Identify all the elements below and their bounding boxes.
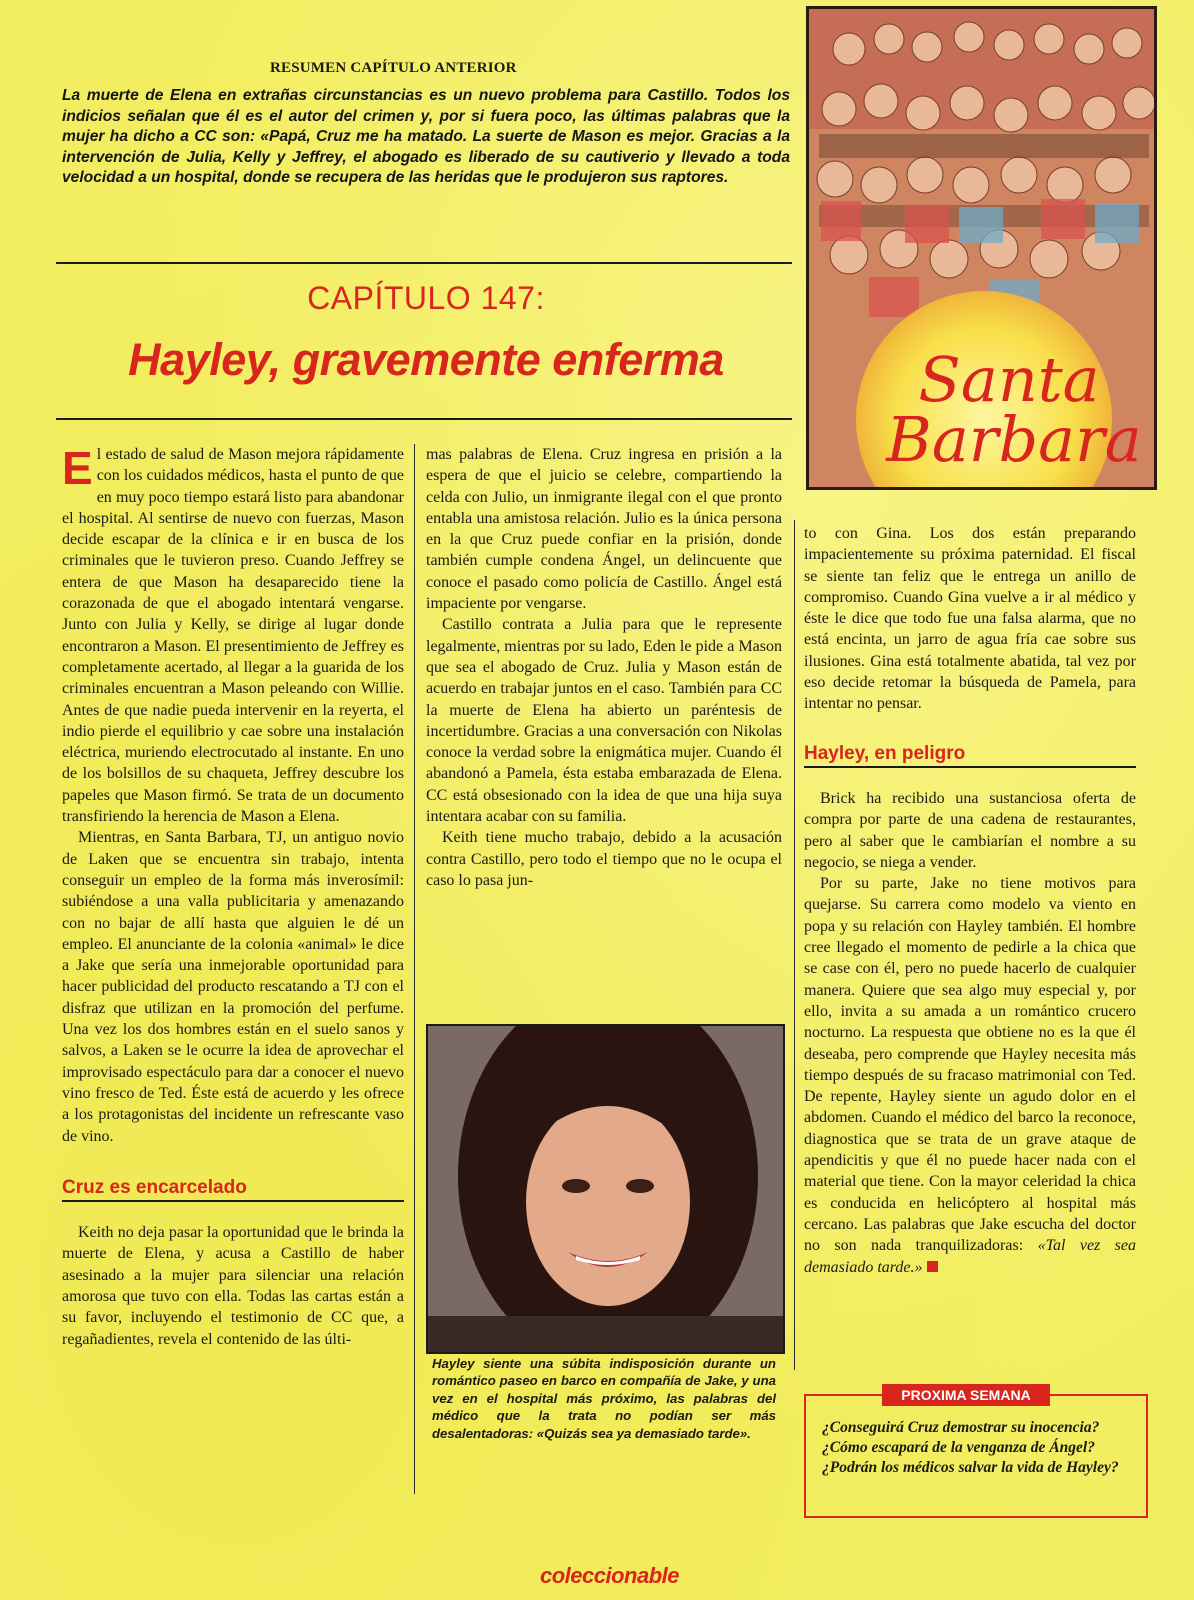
next-week-label: PROXIMA SEMANA [882, 1384, 1050, 1406]
drop-cap: E [62, 442, 93, 494]
poster-logo-line1: Santa [918, 343, 1100, 416]
paragraph: Keith tiene mucho trabajo, debido a la acusación contra Castillo, pero todo el tiempo que no le ocupa el caso lo pasa jun- [426, 829, 782, 889]
hayley-photo [426, 1024, 785, 1354]
top-rule [56, 262, 792, 264]
paragraph: Castillo contrata a Julia para que le represente legalmente, mientras por su lado, Eden le pide a Mason que sea el abogado de Cruz. Julia y Mason están de acuerdo en trabajar juntos en el caso. También para CC la muerte de Elena ha abierto un paréntesis de incertidumbre. Gracias a una conversación con Nikolas conoce la verdad sobre la enigmática mujer. Cuando él abandonó a Pamela, ésta estaba embarazada de Elena. CC está obsesionado con la idea de que una hija suya intentara acabar con su familia. [426, 616, 782, 826]
chapter-title: Hayley, gravemente enferma [128, 334, 724, 385]
paragraph-final [804, 873, 1136, 1278]
paragraph-intro [62, 444, 404, 827]
column-divider [794, 520, 795, 1370]
paragraph: Keith no deja pasar la oportunidad que le brinda la muerte de Elena, y acusa a Castillo de haber asesinado a la mujer para silenciar una relación amorosa que tuvo con ella. Todas las cartas están a su favor, incluyendo el testimonio de CC que, a regañadientes, revela el contenido de las últi- [62, 1224, 404, 1348]
section-rule [62, 1200, 404, 1202]
footer-label: coleccionable [540, 1563, 680, 1588]
paragraph: Mientras, en Santa Barbara, TJ, un antiguo novio de Laken que se encuentra sin trabajo, intenta conseguir un empleo de la forma más inverosímil: subiéndose a una valla publicitaria y amenazando con no bajar de allí hasta que alguien le dé un empleo. El anunciante de la colonia «animal» le dice a Jake que sería una inmejorable oportunidad para hacer publicidad del producto rescatando a TJ con el disfraz que utilizan en la promoción del perfume. Una vez los dos hombres están en el suelo sanos y salvos, a Laken se le ocurre la idea de aprovechar el improvisado espectáculo para dar a conocer el nuevo vino fresco de Ted. Éste está de acuerdo y les ofrece a los protagonistas del incidente un refrescante vaso de vino. [62, 829, 404, 1145]
article-column-2 [426, 444, 782, 891]
column-divider [414, 444, 415, 1494]
paragraph: mas palabras de Elena. Cruz ingresa en prisión a la espera de que el juicio se celebre, compartiendo la celda con Julio, un inmigrante ilegal con el que pronto entabla una amistosa relación. Julio es la única persona en la que Cruz puede confiar en la prisión, donde también cumple condena Ángel, un delincuente que conoce el pasado como policía de Castillo. Ángel está impaciente por vengarse. [426, 446, 782, 613]
paragraph: to con Gina. Los dos están preparando impacientemente su próxima paternidad. El fiscal se siente tan feliz que le entrega un anillo de compromiso. Cuando Gina vuelve a ir al médico y éste le dice que todo fue una falsa alarma, que no está encinta, un jarro de agua fría cae sobre sus ilusiones. Gina está totalmente abatida, tal vez por eso decide retomar la búsqueda de Pamela, para intentar no pensar. [804, 525, 1136, 713]
paragraph: Brick ha recibido una sustanciosa oferta de compra por parte de una cadena de restaurantes, pero al saber que le cambiarían el nombre a su negocio, se niega a vender. [804, 789, 1136, 871]
title-rule [56, 418, 792, 420]
section-rule [804, 766, 1136, 768]
article-column-3 [804, 523, 1136, 1278]
portrait-illustration [428, 1026, 783, 1352]
article-column-1 [62, 444, 404, 1350]
closing-quote: «Tal vez sea demasiado tarde.» [804, 1237, 1136, 1276]
end-mark-icon [927, 1261, 938, 1272]
section-heading-hayley: Hayley, en peligro [804, 742, 966, 764]
section-heading-cruz: Cruz es encarcelado [62, 1176, 247, 1198]
chapter-number: CAPÍTULO 147: [307, 280, 545, 316]
paragraph-intro-text: l estado de salud de Mason mejora rápidamente con los cuidados médicos, hasta el punto de que en muy poco tiempo estará listo para abandonar el hospital. Al sentirse de nuevo con fuerzas, Mason decide escapar de la clínica e ir en busca de los criminales que le tuvieron preso. Cuando Jeffrey se entera de que Mason ha desaparecido tiene la corazonada de que el abogado intentará vengarse. Junto con Julia y Kelly, se dirige al lugar donde encontraron a Mason. El presentimiento de Jeffrey es completamente acertado, al llegar a la guarida de los criminales encuentran a Mason peleando con Willie. Antes de que nadie pueda intervenir en la reyerta, el indio pierde el equilibrio y cae sobre una instalación eléctrica, muriendo electrocutado al instante. En uno de los bolsillos de su chaqueta, Jeffrey descubre los papeles que Mason firmó. Se trata de un documento transfiriendo la herencia de Mason a Elena. [62, 446, 404, 826]
next-week-text: ¿Conseguirá Cruz demostrar su inocencia? ¿Cómo escapará de la venganza de Ángel? ¿Podrán los médicos salvar la vida de Hayley? [822, 1419, 1119, 1476]
paragraph-final-text: Por su parte, Jake no tiene motivos para quejarse. Su carrera como modelo va viento en popa y su relación con Hayley también. El hombre cree llegado el momento de pedirle a la chica que se case con él, pero no puede hacerlo de cualquier manera. Quiere que sea algo muy especial y, por ello, invita a su amada a un romántico crucero nocturno. La respuesta que obtiene no es la que él deseaba, pero comprende que Hayley necesita más tiempo después de su fracaso matrimonial con Ted. De repente, Hayley siente un agudo dolor en el abdomen. Cuando el médico del barco la reconoce, diagnostica que se trata de un grave ataque de apendicitis y que él no puede hacer nada con el material que tiene. Con la mayor celeridad la chica es conducida en helicóptero al hospital más cercano. Las palabras que Jake escucha del doctor no son nada tranquilizadoras: [804, 875, 1136, 1255]
summary-text: La muerte de Elena en extrañas circunstancias es un nuevo problema para Castillo. Todos los indicios señalan que él es el autor del crimen y, por si fuera poco, las últimas palabras que la mujer ha dicho a CC son: «Papá, Cruz me ha matado. La suerte de Mason es mejor. Gracias a la intervención de Julia, Kelly y Jeffrey, el abogado es liberado de su cautiverio y llevado a toda velocidad a un hospital, donde se recupera de las heridas que le produjeron sus raptores. [62, 87, 790, 186]
summary-heading: RESUMEN CAPÍTULO ANTERIOR [270, 60, 517, 76]
cast-photo-illustration [809, 9, 1154, 487]
santa-barbara-poster [806, 6, 1157, 490]
poster-logo-line2: Barbara [886, 403, 1142, 476]
photo-caption: Hayley siente una súbita indisposición durante un romántico paseo en barco en compañía de Jake, y una vez en el hospital más próximo, las palabras del médico que la trata no podían ser más desalentadoras: «Quizás sea ya demasiado tarde». [432, 1356, 776, 1441]
